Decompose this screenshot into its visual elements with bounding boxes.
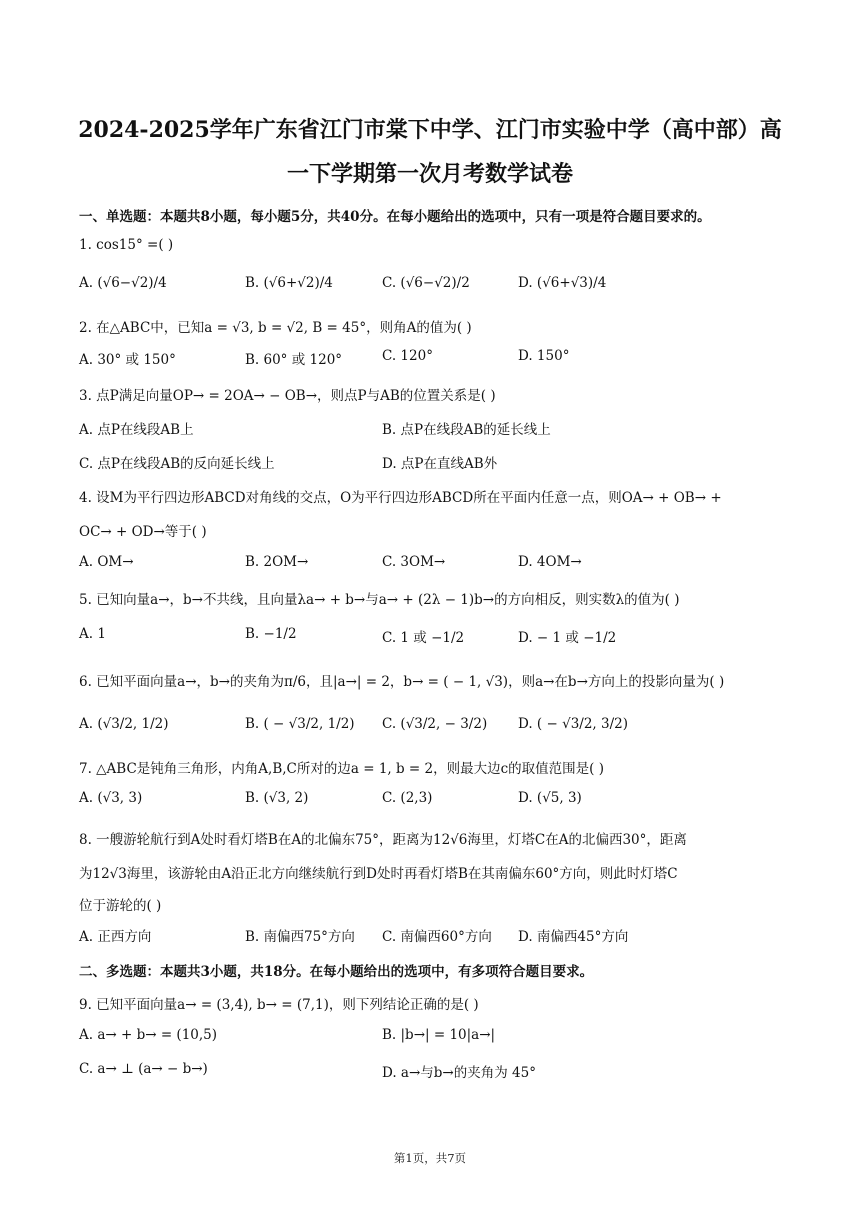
question-9-option-a: A. a→ + b→ = (10,5) [79, 1027, 218, 1043]
question-1-stem: 1. cos15° =( ) [79, 237, 174, 253]
question-9-stem: 9. 已知平面向量a→ = (3,4), b→ = (7,1)，则下列结论正确的是( ) [79, 997, 479, 1013]
question-6-option-c: C. (√3/2, − 3/2) [382, 716, 488, 732]
question-4-stem-continued: OC→ + OD→等于( ) [79, 524, 207, 540]
question-5-option-d: D. − 1 或 −1/2 [518, 630, 617, 646]
question-3-stem: 3. 点P满足向量OP→ = 2OA→ − OB→，则点P与AB的位置关系是( ) [79, 388, 496, 404]
question-9-option-d: D. a→与b→的夹角为 45° [382, 1065, 536, 1081]
question-4-option-b: B. 2OM→ [245, 554, 309, 570]
question-7-option-b: B. (√3, 2) [245, 790, 309, 806]
question-9-option-b: B. |b→| = 10|a→| [382, 1027, 496, 1043]
question-1-option-a: A. (√6−√2)/4 [79, 275, 167, 291]
question-2-stem: 2. 在△ABC中，已知a = √3, b = √2, B = 45°，则角A的值为( ) [79, 320, 472, 336]
question-8-stem: 8. 一艘游轮航行到A处时看灯塔B在A的北偏东75°，距离为12√6海里，灯塔C在A的北偏西30°，距离 [79, 832, 687, 848]
question-5-option-a: A. 1 [79, 626, 106, 642]
exam-title-line-1: 2024-2025学年广东省江门市棠下中学、江门市实验中学（高中部）高 [78, 117, 782, 143]
question-5-option-b: B. −1/2 [245, 626, 297, 642]
question-3-option-b: B. 点P在线段AB的延长线上 [382, 422, 551, 438]
question-3-option-d: D. 点P在直线AB外 [382, 456, 498, 472]
question-4-option-a: A. OM→ [79, 554, 134, 570]
question-6-option-d: D. ( − √3/2, 3/2) [518, 716, 628, 732]
question-8-option-c: C. 南偏西60°方向 [382, 929, 492, 945]
question-7-stem: 7. △ABC是钝角三角形，内角A,B,C所对的边a = 1, b = 2，则最大边c的取值范围是( ) [79, 761, 605, 777]
question-8-stem-line-2: 为12√3海里，该游轮由A沿正北方向继续航行到D处时再看灯塔B在其南偏东60°方向，则此时灯塔C [79, 866, 678, 882]
exam-title-line-2: 一下学期第一次月考数学试卷 [286, 161, 573, 187]
question-8-option-b: B. 南偏西75°方向 [245, 929, 355, 945]
question-2-option-b: B. 60° 或 120° [245, 352, 343, 368]
question-5-option-c: C. 1 或 −1/2 [382, 630, 465, 646]
question-8-option-d: D. 南偏西45°方向 [518, 929, 629, 945]
section-single-choice: 一、单选题：本题共8小题，每小题5分，共40分。在每小题给出的选项中，只有一项是符合题目要求的。 [79, 209, 711, 225]
question-4-option-c: C. 3OM→ [382, 554, 446, 570]
question-5-stem: 5. 已知向量a→，b→不共线，且向量λa→ + b→与a→ + (2λ − 1)b→的方向相反，则实数λ的值为( ) [79, 592, 680, 608]
question-6-option-a: A. (√3/2, 1/2) [79, 716, 169, 732]
question-6-option-b: B. ( − √3/2, 1/2) [245, 716, 355, 732]
question-1-option-c: C. (√6−√2)/2 [382, 275, 470, 291]
question-2-option-a: A. 30° 或 150° [79, 352, 176, 368]
question-7-option-d: D. (√5, 3) [518, 790, 582, 806]
page-footer: 第1页，共7页 [393, 1151, 467, 1165]
question-3-option-a: A. 点P在线段AB上 [79, 422, 194, 438]
question-1-option-b: B. (√6+√2)/4 [245, 275, 333, 291]
question-3-option-c: C. 点P在线段AB的反向延长线上 [79, 456, 275, 472]
question-2-option-c: C. 120° [382, 348, 433, 364]
question-2-option-d: D. 150° [518, 348, 570, 364]
question-4-stem: 4. 设M为平行四边形ABCD对角线的交点，O为平行四边形ABCD所在平面内任意一点，则OA→ + OB→ + [79, 490, 722, 506]
section-multiple-choice: 二、多选题：本题共3小题，共18分。在每小题给出的选项中，有多项符合题目要求。 [79, 964, 594, 980]
question-1-option-d: D. (√6+√3)/4 [518, 275, 607, 291]
question-4-option-d: D. 4OM→ [518, 554, 582, 570]
question-8-option-a: A. 正西方向 [79, 929, 152, 945]
question-6-stem: 6. 已知平面向量a→，b→的夹角为π/6，且|a→| = 2，b→ = ( − 1, √3)，则a→在b→方向上的投影向量为( ) [79, 674, 725, 690]
question-7-option-a: A. (√3, 3) [79, 790, 143, 806]
question-7-option-c: C. (2,3) [382, 790, 433, 806]
question-8-stem-line-3: 位于游轮的( ) [79, 898, 162, 914]
question-9-option-c: C. a→ ⊥ (a→ − b→) [79, 1061, 208, 1077]
